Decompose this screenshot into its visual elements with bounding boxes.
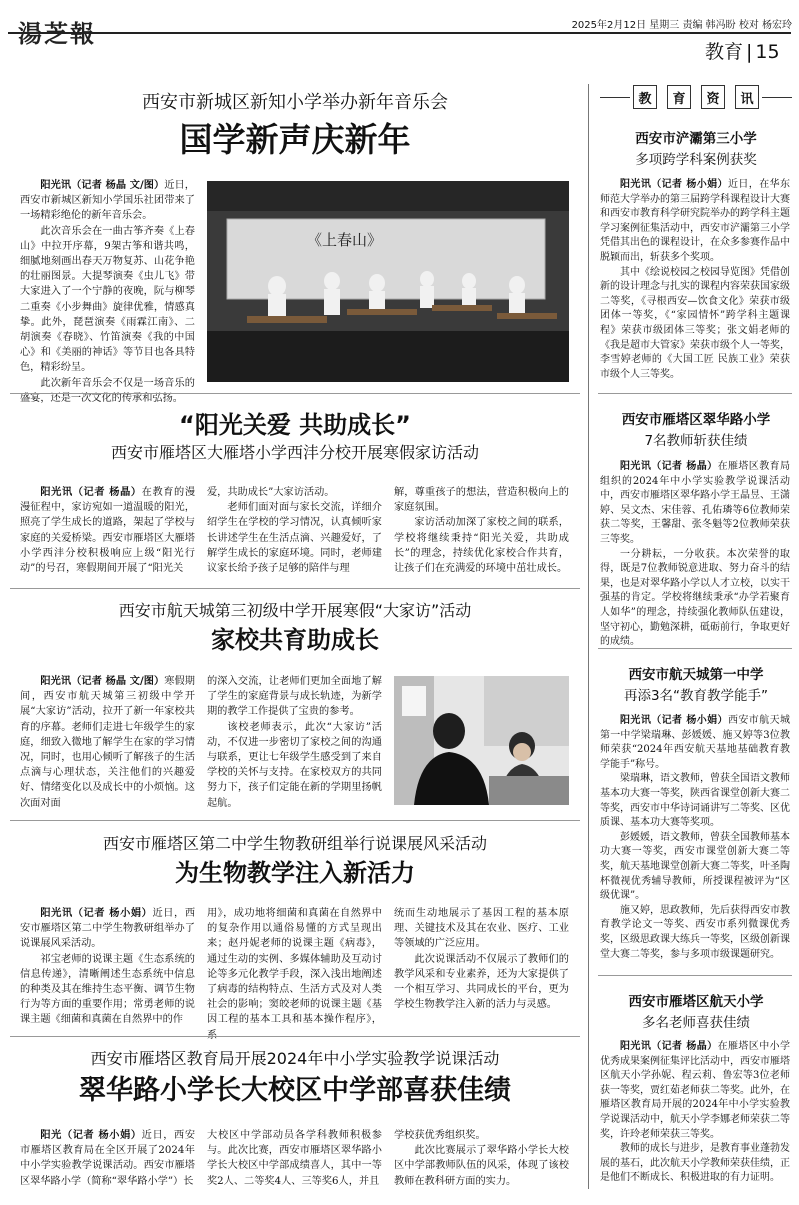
- article1-paragraph: 此次音乐会在一曲古筝齐奏《上春山》中拉开序幕，9架古筝和谐共鸣，细腻地刻画出春天万物复苏、山花争艳的壮丽图景。大提琴演奏《虫儿飞》带大家进入了一个宁静的夜晚，阮与柳琴二重奏《小步舞曲》旋律优雅，情感真挚。此外，琵琶演奏《雨霖江南》、二胡演奏《春晓》、竹笛演奏《我的中国心》和《美丽的神话》等节目也各具特色，精彩纷呈。: [20, 225, 195, 374]
- article5-paragraph: 大校区中学部动员各学科教师积极参与。此次比赛，西安市雁塔区翠华路小学长大校区中学部成绩喜人，其中一等奖2人、二等奖4人、三等奖6人，并且: [207, 1130, 382, 1187]
- article2-kicker: “阳光关爱 共助成长”: [179, 411, 411, 439]
- article4-column-2: [207, 906, 382, 1041]
- article2-column-1: [20, 485, 195, 577]
- brief4-title: 西安市雁塔区航天小学: [628, 994, 764, 1010]
- article3-paragraph: 的深入交流，让老师们更加全面地了解了学生的家庭背景与成长轨迹，为新学期的教学工作提供了宝贵的参考。: [207, 676, 382, 718]
- brief3-paragraph: 西安市航天城第一中学梁瑞琳、彭媛媛、施又婷等3位教师荣获“2024年西安航天基地基础教育教学能手”称号。: [600, 715, 791, 770]
- stage-banner-text: 《上春山》: [307, 231, 383, 249]
- brief2-byline: 阳光讯（记者 杨晶）: [620, 461, 718, 472]
- brief1-subtitle: 多项跨学科案例获奖: [635, 152, 757, 168]
- article4-column-1: [20, 906, 195, 1028]
- article2-paragraph: 爱，共助成长”大家访活动。: [207, 487, 335, 498]
- brief2-title: 西安市雁塔区翠华路小学: [621, 412, 771, 428]
- article5-paragraph: 学校获优秀组织奖。: [394, 1130, 486, 1141]
- article3-paragraph: 寒假期间，西安市航天城第三初级中学开展“大家访”活动，拉开了新一年家校共育的序幕。老师们走进七年级学生的家庭，细致入微地了解学生在家的学习情况，同时，也用心倾听了解孩子的生活点滴与心理状态，关注他们的兴趣爱好、情绪变化以及成长中的小烦恼。这次面对面: [20, 676, 195, 809]
- news-briefs-tag: [600, 85, 792, 111]
- brief2-body: [600, 460, 791, 648]
- brief1-body: [600, 178, 790, 383]
- article3-column-2: [207, 674, 382, 810]
- article5-headline: 翠华路小学长大校区中学部喜获佳绩: [79, 1075, 511, 1106]
- masthead-rule: [8, 32, 791, 34]
- article4-column-3: [394, 906, 569, 1028]
- tag-rule-right: [762, 97, 792, 98]
- article-divider: [10, 820, 580, 821]
- article4-paragraph: 统而生动地展示了基因工程的基本原理、关键技术及其在农业、医疗、工业等领域的广泛应用。: [394, 908, 569, 950]
- article2-byline: 阳光讯（记者 杨晶）: [40, 486, 142, 498]
- article3-kicker: 西安市航天城第三初级中学开展寒假“大家访”活动: [118, 601, 472, 620]
- brief3-title: 西安市航天城第一中学: [628, 667, 764, 683]
- article4-byline: 阳光讯（记者 杨小娟）: [40, 907, 153, 919]
- article2-paragraph: 解，尊重孩子的想法，营造积极向上的家庭氛围。: [394, 487, 569, 514]
- article2-paragraph: 老师们面对面与家长交流，详细介绍学生在学校的学习情况，认真倾听家长讲述学生在生活点滴、兴趣爱好，了解学生成长的家庭环境。同时，老师建议家长给予孩子足够的陪伴与理: [207, 502, 382, 575]
- article4-paragraph: 近日，西安市雁塔区第二中学生物教研组举办了说课展风采活动。: [20, 908, 196, 950]
- article5-byline: 阳光（记者 杨小娟）: [40, 1129, 142, 1141]
- article5-column-3: [394, 1128, 569, 1190]
- article4-headline: 为生物教学注入新活力: [175, 859, 415, 887]
- article5-column-1: [20, 1128, 195, 1190]
- brief2-paragraph: 一分耕耘，一分收获。本次荣誉的取得，既是7位教师锐意进取、努力奋斗的结果，也是对翠华路小学以人才立校，以实干强基的肯定。学校将继续秉承“办学若聚育人如华”的理念，持续强化教师队伍建设，坚守初心，勤勉深耕，砥砺前行，争取更好的成绩。: [600, 548, 790, 648]
- newspaper-logo: 湯芝報: [18, 19, 96, 48]
- article5-paragraph: 近日，西安市雁塔区教育局在全区开展了2024年中小学实验教学说课活动。西安市雁塔区翠华路小学（简称“翠华路小学”）长: [20, 1130, 196, 1187]
- brief4-body: [600, 1040, 790, 1190]
- brief-divider: [598, 648, 792, 649]
- article1-headline: 国学新声庆新年: [179, 120, 411, 159]
- article4-paragraph: 祁宝老师的说课主题《生态系统的信息传递》，清晰阐述生态系统中信息的种类及其在维持生态平衡、调节生物行为等方面的重要作用；常勇老师的说课主题《细菌和真菌在自然界中的作: [20, 953, 195, 1026]
- tag-characters: [633, 85, 759, 109]
- article4-kicker: 西安市雁塔区第二中学生物教研组举行说课展风采活动: [102, 834, 487, 853]
- section-separator: |: [746, 41, 753, 63]
- article-divider: [10, 588, 580, 589]
- brief3-byline: 阳光讯（记者 杨小娟）: [620, 715, 728, 726]
- brief1-byline: 阳光讯（记者 杨小娟）: [620, 179, 728, 190]
- article3-headline: 家校共育助成长: [211, 626, 379, 654]
- brief1-paragraph: 其中《绘说校园之校园导览图》凭借创新的设计理念与扎实的课程内容荣获国家级二等奖，《寻根西安—饮食文化》荣获市级团体一等奖，《“家园情怀”跨学科主题课程》荣获市级团体三等奖；张文娟老师的《我是超市大管家》荣获市级个人一等奖，李雪婷老师的《大国工匠 民族工业》荣获市级个人三等奖。: [600, 266, 790, 380]
- article5-kicker: 西安市雁塔区教育局开展2024年中小学实验教学说课活动: [90, 1049, 500, 1068]
- article3-byline: 阳光讯（记者 杨晶 文/图）: [40, 675, 165, 687]
- article2-headline: 西安市雁塔区大雁塔小学西沣分校开展寒假家访活动: [110, 443, 479, 462]
- brief3-paragraph: 梁瑞琳，语文教师，曾获全国语文教师基本功大赛一等奖，陕西省课堂创新大赛二等奖，西安市中华诗词诵讲写二等奖、区优质课、基本功大赛等奖项。: [600, 773, 790, 829]
- article3-column-1: [20, 674, 195, 810]
- article4-paragraph: 此次说课活动不仅展示了教师们的教学风采和专业素养，还为大家提供了一个相互学习、共同成长的平台，更为学校生物教学注入新的活力与灵感。: [394, 953, 569, 1011]
- brief3-body: [600, 714, 790, 966]
- issue-info: 2025年2月12日 星期三 责编 韩冯盼 校对 杨宏玲: [571, 20, 792, 31]
- brief-divider: [598, 975, 792, 976]
- article1-paragraph: 近日，西安市新城区新知小学国乐社团带来了一场精彩绝伦的新年音乐会。: [20, 180, 195, 222]
- section-name: 教育: [705, 41, 744, 63]
- article5-column-2: [207, 1128, 382, 1190]
- article2-column-3: [394, 485, 569, 577]
- tag-char: 教: [633, 85, 657, 109]
- brief-divider: [598, 393, 792, 394]
- tag-char: 资: [701, 85, 725, 109]
- article2-column-2: [207, 485, 382, 577]
- brief1-title: 西安市浐灞第三小学: [635, 131, 757, 147]
- tag-rule-left: [600, 97, 630, 98]
- article1-body: [20, 178, 195, 404]
- brief3-paragraph: 彭媛媛，语文教师，曾获全国教师基本功大赛一等奖，西安市课堂创新大赛二等奖，航天基地课堂创新大赛二等奖，叶圣陶杯微视优秀辅导教师，所授课程被评为“区级优课”。: [600, 831, 790, 902]
- brief3-paragraph: 施又婷，思政教师，先后获得西安市教育教学论文一等奖、西安市系列微课优秀奖，区级思政课大练兵一等奖，区级创新课堂大赛二等奖，参与多项市级课题研究。: [600, 904, 790, 960]
- column-divider: [588, 84, 589, 1189]
- article4-paragraph: 用》，成功地将细菌和真菌在自然界中的复杂作用以通俗易懂的方式呈现出来；赵丹妮老师的说课主题《病毒》，通过生动的实例、多媒体辅助及互动讨论等多元化教学手段，深入浅出地阐述了病毒的结构特点、生活方式及对人类社会的影响；窦皎老师的说课主题《基因工程的基本工具和基本操作程序》，系: [207, 908, 382, 1041]
- article2-paragraph: 家访活动加深了家校之间的联系，学校将继续秉持“阳光关爱，共助成长”的理念，持续优化家校合作共育，让孩子们在充满爱的环境中茁壮成长。: [394, 517, 569, 575]
- article1-paragraph: 此次新年音乐会不仅是一场音乐的盛宴，还是一次文化的传承和弘扬。: [20, 377, 195, 404]
- brief4-byline: 阳光讯（记者 杨晶）: [620, 1041, 718, 1052]
- brief2-subtitle: 7名教师斩获佳绩: [644, 433, 748, 449]
- article2-paragraph: 在教育的漫漫征程中，家访宛如一道温暖的阳光，照亮了学生成长的道路，架起了学校与家庭的关爱桥梁。西安市雁塔区大雁塔小学西沣分校积极响应上级“阳光行动”的号召，寒假期间开展了“阳光关: [20, 487, 196, 575]
- brief4-paragraph: 在雁塔区中小学优秀成果案例征集评比活动中，西安市雁塔区航天小学孙妮、程云莉、鲁宏等3位老师获一等奖，贾红茹老师获二等奖。此外，在雁塔区教育局开展的2024年中小学实验教学说课活动中，航天小学李娜老师荣获二等奖，许玲老师荣获三等奖。: [600, 1041, 791, 1140]
- article-divider: [10, 393, 580, 394]
- article3-paragraph: 该校老师表示，此次“大家访”活动，不仅进一步密切了家校之间的沟通与联系，更让七年级学生感受到了来自学校的关怀与支持。在家校双方的共同努力下，孩子们定能在新的学期里扬帆起航。: [207, 721, 382, 809]
- brief2-paragraph: 在雁塔区教育局组织的2024年中小学实验教学说课活动中，西安市雁塔区翠华路小学王晶昱、王潇婷、吴文杰、宋佳蓉、孔佑璘等6位教师荣获二等奖，王馨甜、张冬魁等2位教师荣获三等奖。: [600, 461, 791, 545]
- brief3-subtitle: 再添3名“教育教学能手”: [623, 688, 769, 704]
- brief1-paragraph: 近日，在华东师范大学举办的第三届跨学科课程设计大赛和西安市教育科学研究院举办的跨学科主题学习案例征集活动中，西安市浐灞第三小学凭借其出色的课程设计，在众多参赛作品中脱颖而出，斩获多个奖项。: [600, 179, 791, 263]
- concert-photo: [207, 181, 569, 382]
- article-divider: [10, 1036, 580, 1037]
- tag-char: 育: [667, 85, 691, 109]
- tag-char: 讯: [735, 85, 759, 109]
- article1-kicker: 西安市新城区新知小学举办新年音乐会: [142, 92, 448, 113]
- article1-byline: 阳光讯（记者 杨晶 文/图）: [40, 179, 165, 191]
- article5-paragraph: 此次比赛展示了翠华路小学长大校区中学部教师队伍的风采，体现了该校教师在教科研方面的实力。: [394, 1145, 569, 1187]
- brief4-paragraph: 教师的成长与进步，是教育事业蓬勃发展的基石，此次航天小学教师荣获佳绩，正是他们不断成长、积极进取的有力证明。: [600, 1143, 790, 1184]
- section-label: [705, 37, 780, 64]
- page-number: 15: [755, 41, 780, 63]
- home-visit-photo: [394, 676, 569, 805]
- brief4-subtitle: 多名老师喜获佳绩: [642, 1015, 750, 1031]
